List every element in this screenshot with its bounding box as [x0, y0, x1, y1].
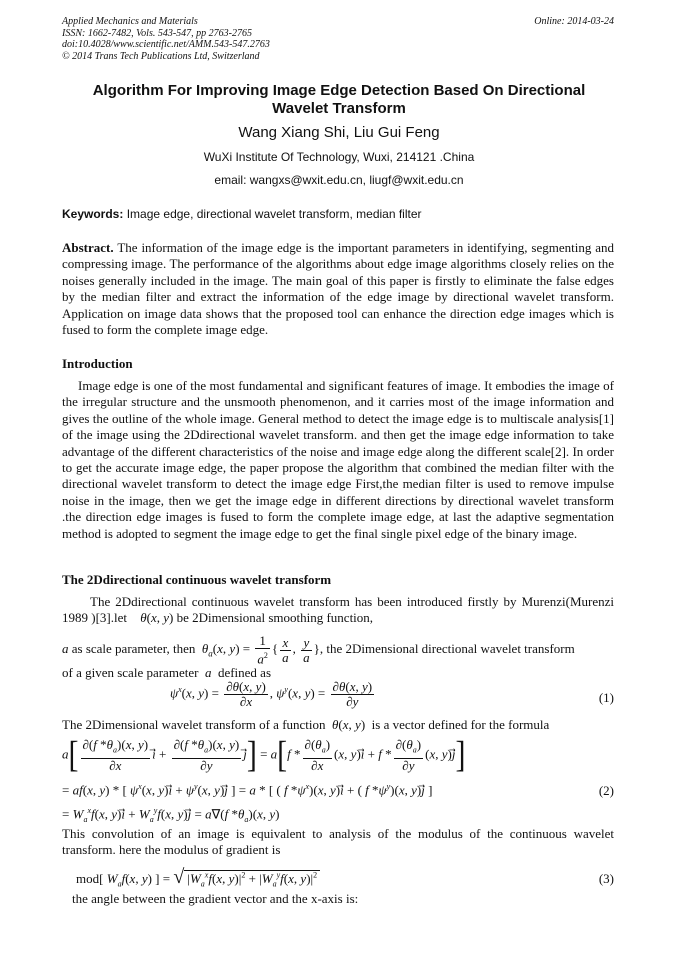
theta-a-definition: $\theta_a(x$, y) = $\frac{1}{a^2}$ { $\frac{x}{a}$ , $\frac{y}{a}$ }, [201, 633, 327, 667]
abstract-label: Abstract. [62, 240, 114, 255]
section-heading-wavelet: The 2Ddirectional continuous wavelet transform [62, 572, 332, 587]
journal-doi: doi:10.4028/www.scientific.net/AMM.543-547.2763 [62, 39, 270, 50]
section2-paragraph-1 [62, 594, 614, 627]
equation-2-row-3: = $W_a^xf(x$, y)i⃗ + $W_a^yf(x$, y)j⃗ = a∇(f $*\theta_a)(x$, y) [62, 806, 280, 824]
authors: Wang Xiang Shi, Liu Gui Feng [238, 124, 440, 141]
equation-3: mod[ $W_af(x$, y) ] = √ $|W_a^xf(x$, $y)|^2 + |W_a^yf(x$, $y)|^2$ [76, 866, 320, 889]
introduction-text: Image edge is one of the most fundamental and significant features of image. It embodies the image of the irregular structure and the unsmooth phenomenon, and it carries most of the image information and gives the outline of the whole image. General method to detect the image edge is to multiscale analysis[1] of the image using the 2Ddirectional wavelet transform. and then get the image edge information to take advantage of the different characteristics of the noise and image edge along the different scale[2]. In order to get the accurate image edge, the paper propose the algorithm that combined the median filter with the directional wavelet transform to detect the image edge First,the median filter is used to remove impulse noise in the image, then we get the image edge in different directions by directional wavelet transform .the direction edge images is fused to form the complete image edge, at last the adaptive segmentation method is adopted to segment the image edge to get the final single pixel edge of the binary image. [62, 378, 614, 541]
vector-text: The 2Dimensional wavelet transform of a function [62, 717, 326, 732]
angle-line: the angle between the gradient vector and the x-axis is: [72, 891, 359, 906]
equation-3-number: (3) [598, 871, 614, 886]
scale-parameter-line [62, 634, 614, 666]
journal-copyright: © 2014 Trans Tech Publications Ltd, Switzerland [62, 50, 260, 62]
mod-label: mod [76, 871, 100, 886]
vector-definition-line: The 2Dimensional wavelet transform of a function θ(x, y) is a vector defined for the formula [62, 717, 550, 732]
journal-name: Applied Mechanics and Materials [62, 16, 198, 27]
journal-header [62, 16, 270, 62]
abstract [62, 240, 614, 338]
abstract-text: The information of the image edge is the important parameters in identifying, segmenting and compressing image. The performance of the algorithms about edge image algorithms closely relies on the noises generally included in the image. The main goal of this paper is firstly to eliminate the false edges by the median filter and extract the information of the edge image by directional wavelet transform. Application on image data shows that the proposed tool can enhance the direction edge images which is fused to form the complete image edge. [62, 240, 615, 338]
scale-text: as scale parameter, then [71, 641, 196, 657]
equation-2-number: (2) [598, 783, 614, 798]
title-line-1: Algorithm For Improving Image Edge Detection Based On Directional [92, 82, 586, 99]
section2-p1-tail: be 2Dimensional smoothing function, [176, 610, 374, 626]
online-date: Online: 2014-03-24 [534, 16, 614, 27]
keywords-text: Image edge, directional wavelet transform, median filter [126, 207, 422, 221]
paper-title [62, 82, 616, 118]
equation-2-row-1: a[ $\frac{\partial(f *\theta_a)(x, y)}{\partial x}$ i⃗ + $\frac{\partial(f *\theta_a)(x, y)}{\partial y}$ j] = a[f * $\frac{\partial(\theta_a)}{\partial x}$ (x, y)i⃗ + f * $\frac{\partial(\theta_a)}{\partial y}$ (x, y)j] [62, 734, 466, 776]
equation-1-number: (1) [598, 690, 614, 705]
a-symbol: a [204, 665, 212, 680]
vector-tail: is a vector defined for the formula [371, 717, 550, 732]
given-scale-text: of a given scale parameter [62, 665, 199, 680]
institution: WuXi Institute Of Technology, Wuxi, 214121 .China [203, 150, 475, 164]
directional-text: the 2Dimensional directional wavelet transform [326, 641, 575, 657]
title-line-2: Wavelet Transform [272, 100, 406, 117]
equation-2-row-2: = af(x, y) * [ $\psi^x(x$, y)i⃗ + $\psi^y(x$, y)j⃗ ] = a * [ ( f $*\psi^x)(x$, y)i⃗ + ( f $*\psi^y)(x$, y)j⃗ ] [62, 782, 433, 798]
defined-as-text: defined as [217, 665, 271, 680]
a-symbol: a [62, 641, 69, 657]
journal-issn: ISSN: 1662-7482, Vols. 543-547, pp 2763-2765 [62, 27, 252, 39]
section2-p1-text: The 2Ddirectional continuous wavelet transform has been introduced firstly by Murenzi(Murenzi 1989 )[3].let [62, 594, 614, 626]
theta-symbol: θ(x, y) [140, 610, 174, 626]
equation-1: $\psi^x(x$, y) = $\frac{\partial\theta(x, y)}{\partial x}$ , $\psi^y(x$, y) = $\frac{\partial\theta(x, y)}{\partial y}$ [170, 679, 373, 709]
convolution-paragraph: This convolution of an image is equivalent to analysis of the modulus of the continuous wavelet transform. here the modulus of gradient is [62, 826, 614, 858]
keywords-label: Keywords: [62, 207, 124, 221]
keywords [62, 207, 422, 221]
author-email: email: wangxs@wxit.edu.cn, liugf@wxit.edu.cn [214, 173, 464, 187]
section-heading-introduction: Introduction [62, 356, 133, 371]
